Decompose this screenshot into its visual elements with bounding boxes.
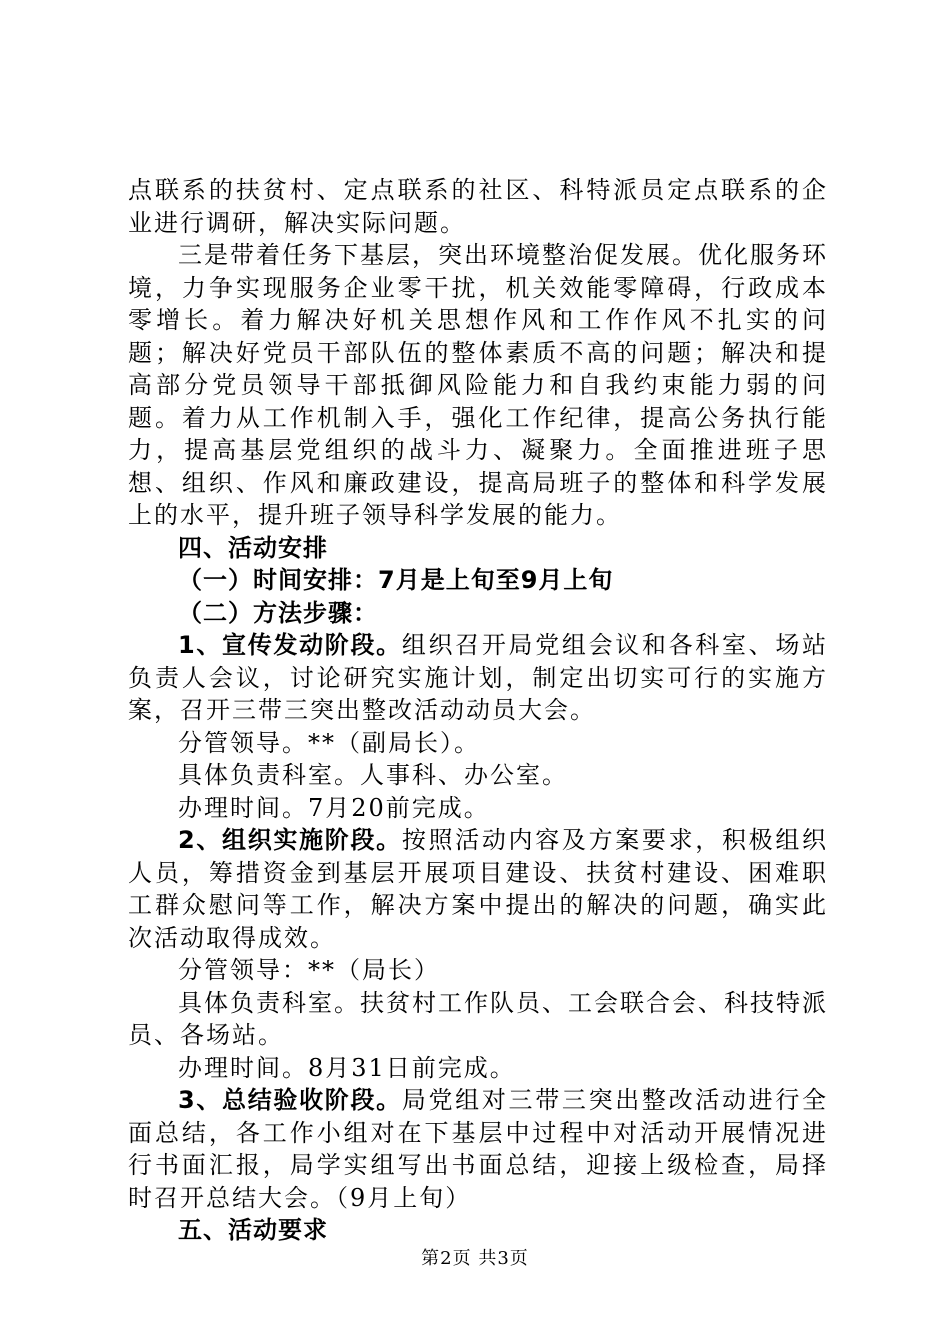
subheading-time-arrangement: （一）时间安排：7月是上旬至9月上旬 xyxy=(178,566,614,594)
step-1-time: 办理时间。7月20前完成。 xyxy=(178,793,490,822)
paragraph-continuation: 点联系的扶贫村、定点联系的社区、科特派员定点联系的企业进行调研，解决实际问题。 xyxy=(128,176,828,237)
step-3-lead: 3、总结验收阶段。 xyxy=(178,1086,402,1114)
step-2-department: 具体负责科室。扶贫村工作队员、工会联合会、科技特派员、各场站。 xyxy=(128,988,828,1049)
step-1-paragraph xyxy=(128,629,828,727)
step-1-lead: 1、宣传发动阶段。 xyxy=(178,631,402,659)
page-footer: 第2页 共3页 xyxy=(421,1248,529,1269)
step-2-leader: 分管领导：**（局长） xyxy=(178,956,440,984)
paragraph-environment: 三是带着任务下基层，突出环境整治促发展。优化服务环境，力争实现服务企业零干扰，机关效能零障碍，行政成本零增长。着力解决好机关思想作风和工作作风不扎实的问题；解决好党员干部队伍的整体素质不高的问题；解决和提高部分党员领导干部抵御风险能力和自我约束能力弱的问题。着力从工作机制入手，强化工作纪律，提高公务执行能力，提高基层党组织的战斗力、凝聚力。全面推进班子思想、组织、作风和廉政建设，提高局班子的整体和科学发展上的水平，提升班子领导科学发展的能力。 xyxy=(128,241,828,529)
document-body xyxy=(128,174,828,1247)
subheading-method-steps: （二）方法步骤： xyxy=(178,598,378,627)
step-1-text: 组织召开局党组会议和各科室、场站负责人会议，讨论研究实施计划，制定出切实可行的实施方案，召开三带三突出整改活动动员大会。 xyxy=(128,631,828,724)
step-2-time: 办理时间。8月31日前完成。 xyxy=(178,1053,516,1082)
step-2-text: 按照活动内容及方案要求，积极组织人员，筹措资金到基层开展项目建设、扶贫村建设、困难职工群众慰问等工作，解决方案中提出的解决的问题，确实此次活动取得成效。 xyxy=(128,826,828,952)
step-2-paragraph xyxy=(128,824,828,954)
section-heading-activity-arrangement: 四、活动安排 xyxy=(178,533,328,562)
step-2-lead: 2、组织实施阶段。 xyxy=(178,826,402,854)
section-heading-activity-requirements: 五、活动要求 xyxy=(178,1216,328,1244)
step-3-text: 局党组对三带三突出整改活动进行全面总结，各工作小组对在下基层中过程中对活动开展情况进行书面汇报，局学实组写出书面总结，迎接上级检查，局择时召开总结大会。（9月上旬） xyxy=(128,1086,828,1212)
step-1-department: 具体负责科室。人事科、办公室。 xyxy=(178,761,568,789)
step-3-paragraph xyxy=(128,1084,828,1214)
step-1-leader: 分管领导。**（副局长）。 xyxy=(178,728,480,757)
